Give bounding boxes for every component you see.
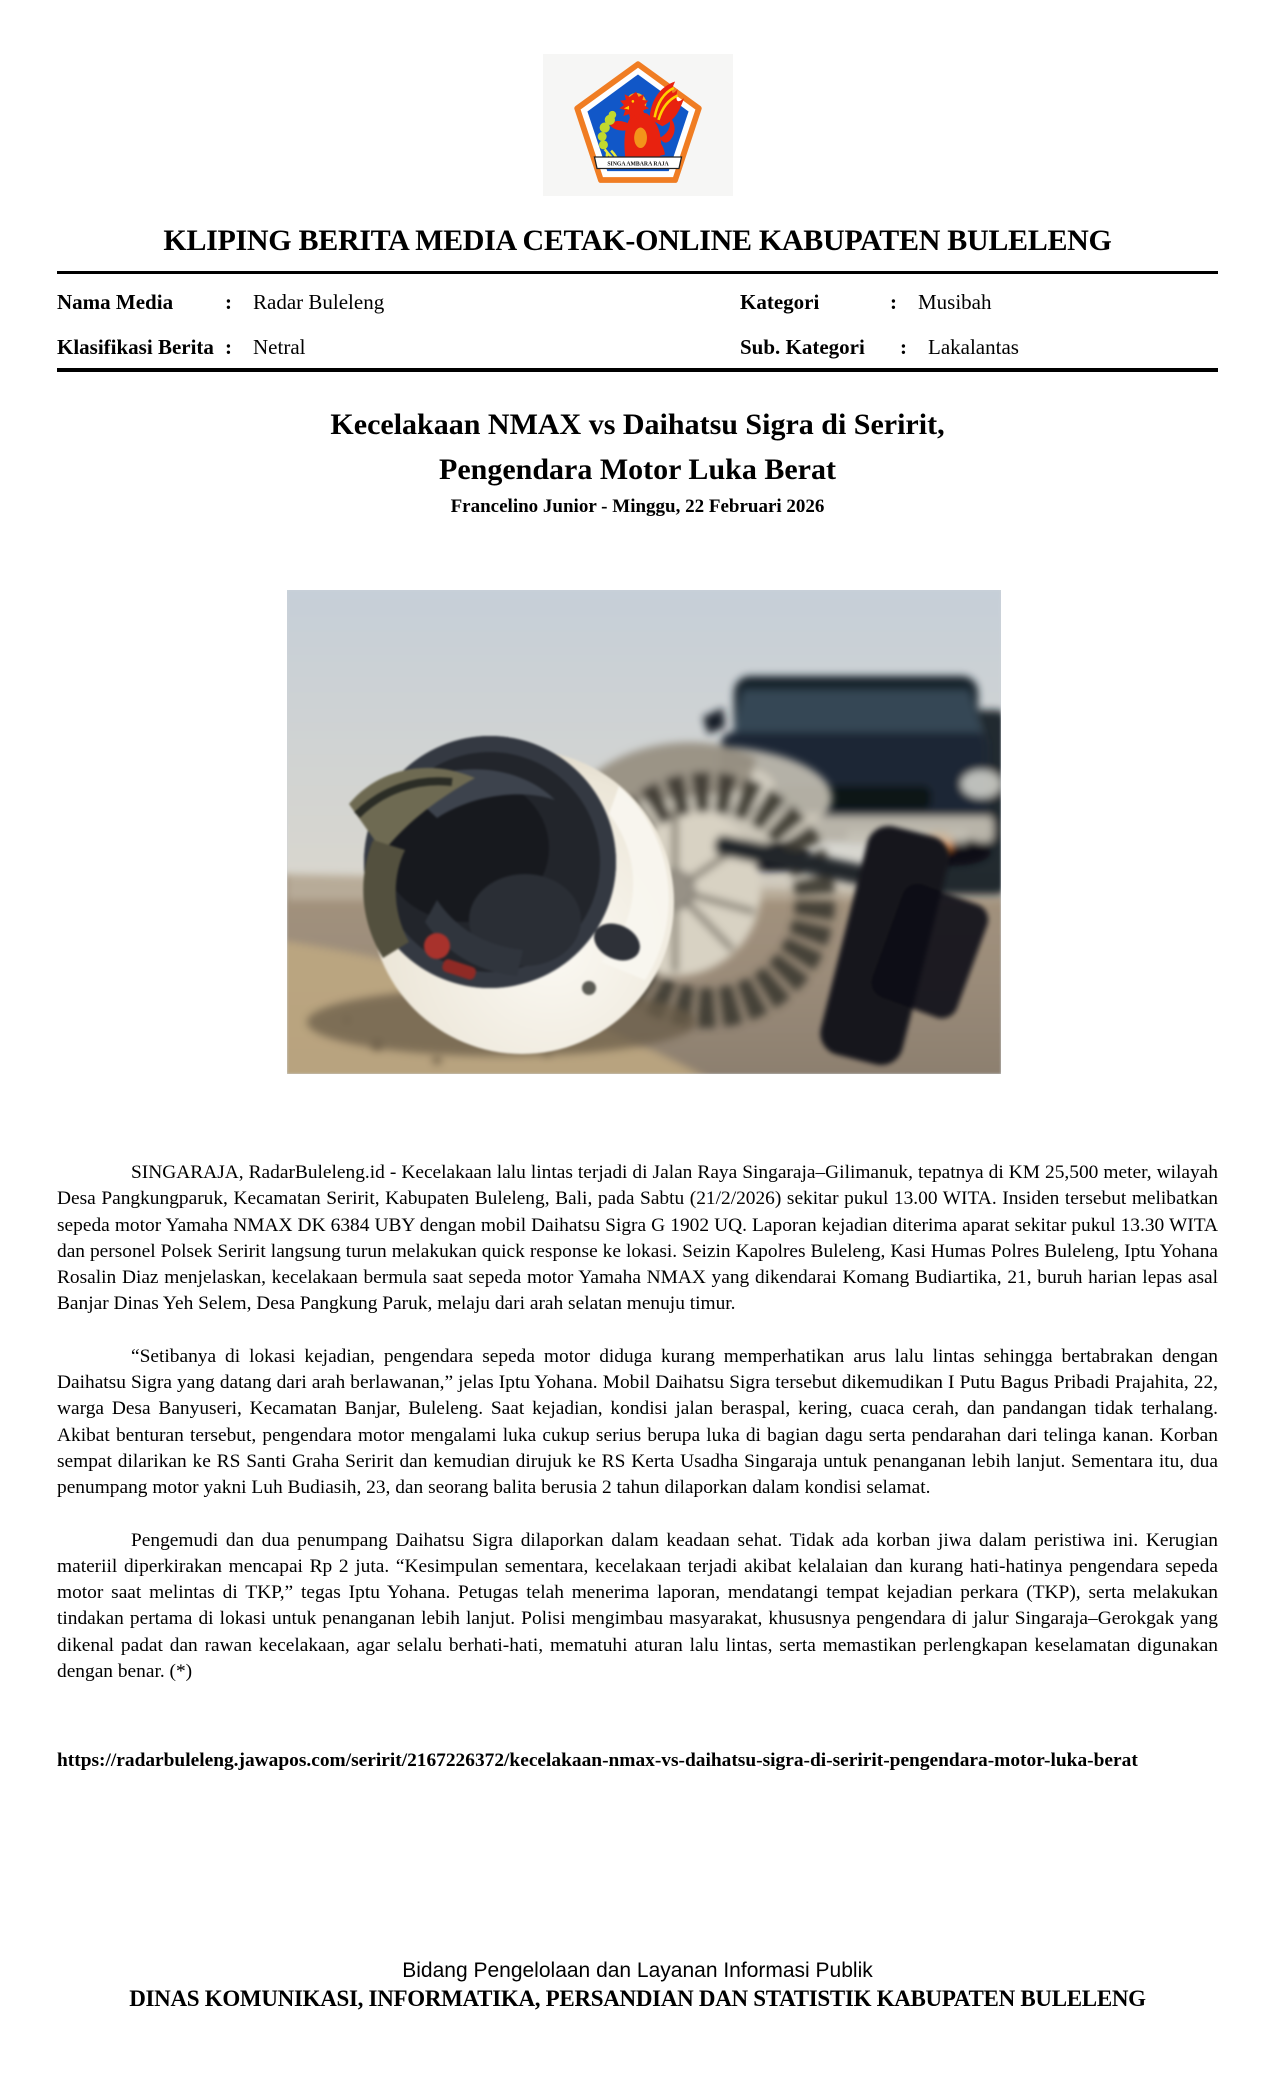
footer-division-line: Bidang Pengelolaan dan Layanan Informasi Publik — [402, 1959, 873, 1982]
buleleng-crest-icon — [574, 61, 702, 189]
buleleng-crest-logo — [543, 54, 733, 196]
kliping-header-title: KLIPING BERITA MEDIA CETAK-ONLINE KABUPATEN BULELENG — [163, 224, 1112, 257]
metadata-label: Klasifikasi Berita — [57, 335, 214, 359]
metadata-colon: : — [900, 335, 907, 359]
accident-photo-image — [287, 590, 1001, 1074]
metadata-klasifikasi-berita — [57, 334, 305, 360]
article-byline: Francelino Junior - Minggu, 22 Februari 2026 — [450, 496, 825, 517]
metadata-label: Nama Media — [57, 290, 174, 314]
metadata-colon: : — [890, 290, 897, 314]
article-title-line1: Kecelakaan NMAX vs Daihatsu Sigra di Seririt, — [330, 408, 945, 441]
footer-agency-line: DINAS KOMUNIKASI, INFORMATIKA, PERSANDIAN DAN STATISTIK KABUPATEN BULELENG — [129, 1986, 1146, 2011]
article-source-url-link[interactable]: https://radarbuleleng.jawapos.com/seririt/2167226372/kecelakaan-nmax-vs-daihatsu-sigra-di-seririt-pengendara-motor-luka-berat — [57, 1750, 1138, 1771]
metadata-colon: : — [225, 335, 232, 359]
metadata-label: Kategori — [740, 290, 820, 314]
metadata-colon: : — [225, 290, 232, 314]
metadata-value: Netral — [253, 335, 306, 359]
metadata-value: Radar Buleleng — [253, 290, 385, 314]
article-paragraph-3: Pengemudi dan dua penumpang Daihatsu Sigra dilaporkan dalam keadaan sehat. Tidak ada korban jiwa dalam peristiwa ini. Kerugian materiil diperkirakan mencapai Rp 2 juta. “Kesimpulan sementara, kecelakaan terjadi akibat kelalaian dan kurang hati-hatinya pengendara sepeda motor saat melintas di TKP,” tegas Iptu Yohana. Petugas telah menerima laporan, mendatangi tempat kejadian perkara (TKP), serta melakukan tindakan pertama di lokasi untuk penanganan lebih lanjut. Polisi mengimbau masyarakat, khususnya pengendara di jalur Singaraja–Gerokgak yang dikenal padat dan rawan kecelakaan, agar selalu berhati-hati, mematuhi aturan lalu lintas, serta memastikan perlengkapan keselamatan digunakan dengan benar. (*) — [57, 1529, 1218, 1683]
header-divider-top — [57, 271, 1218, 274]
metadata-nama-media — [57, 289, 384, 315]
article-paragraph-1: SINGARAJA, RadarBuleleng.id - Kecelakaan lalu lintas terjadi di Jalan Raya Singaraja–Gilimanuk, tepatnya di KM 25,500 meter, wilayah Desa Pangkungparuk, Kecamatan Seririt, Kabupaten Buleleng, Bali, pada Sabtu (21/2/2026) sekitar pukul 13.00 WITA. Insiden tersebut melibatkan sepeda motor Yamaha NMAX DK 6384 UBY dengan mobil Daihatsu Sigra G 1902 UQ. Laporan kejadian diterima aparat sekitar pukul 13.30 WITA dan personel Polsek Seririt langsung turun melakukan quick response ke lokasi. Seizin Kapolres Buleleng, Kasi Humas Polres Buleleng, Iptu Yohana Rosalin Diaz menjelaskan, kecelakaan bermula saat sepeda motor Yamaha NMAX yang dikendarai Komang Budiartika, 21, buruh harian lepas asal Banjar Dinas Yeh Selem, Desa Pangkung Paruk, melaju dari arah selatan menuju timur. — [57, 1162, 1218, 1315]
metadata-label: Sub. Kategori — [740, 335, 865, 359]
article-title-line2: Pengendara Motor Luka Berat — [439, 453, 836, 486]
article-title — [0, 402, 1275, 492]
article-body — [57, 1160, 1218, 1711]
header-divider-bottom — [57, 368, 1218, 372]
metadata-value: Lakalantas — [928, 335, 1019, 359]
crest-banner-text: SINGA AMBARA RAJA — [606, 161, 669, 168]
article-paragraph-2: “Setibanya di lokasi kejadian, pengendara sepeda motor diduga kurang memperhatikan arus lalu lintas sehingga bertabrakan dengan Daihatsu Sigra yang datang dari arah berlawanan,” jelas Iptu Yohana. Mobil Daihatsu Sigra tersebut dikemudikan I Putu Bagus Pribadi Prajahita, 22, warga Desa Banyuseri, Kecamatan Banjar, Buleleng. Saat kejadian, kondisi jalan beraspal, kering, cuaca cerah, dan pandangan tidak terhalang. Akibat benturan tersebut, pengendara motor mengalami luka cukup serius berupa luka di bagian dagu serta pendarahan dari telinga kanan. Korban sempat dilarikan ke RS Santi Graha Seririt dan kemudian dirujuk ke RS Kerta Usadha Singaraja untuk penanganan lebih lanjut. Sementara itu, dua penumpang motor yakni Luh Budiasih, 23, dan seorang balita berusia 2 tahun dilaporkan dalam kondisi selamat. — [57, 1345, 1218, 1499]
metadata-value: Musibah — [918, 290, 992, 314]
metadata-kategori — [740, 289, 992, 315]
metadata-sub-kategori — [740, 334, 1019, 360]
